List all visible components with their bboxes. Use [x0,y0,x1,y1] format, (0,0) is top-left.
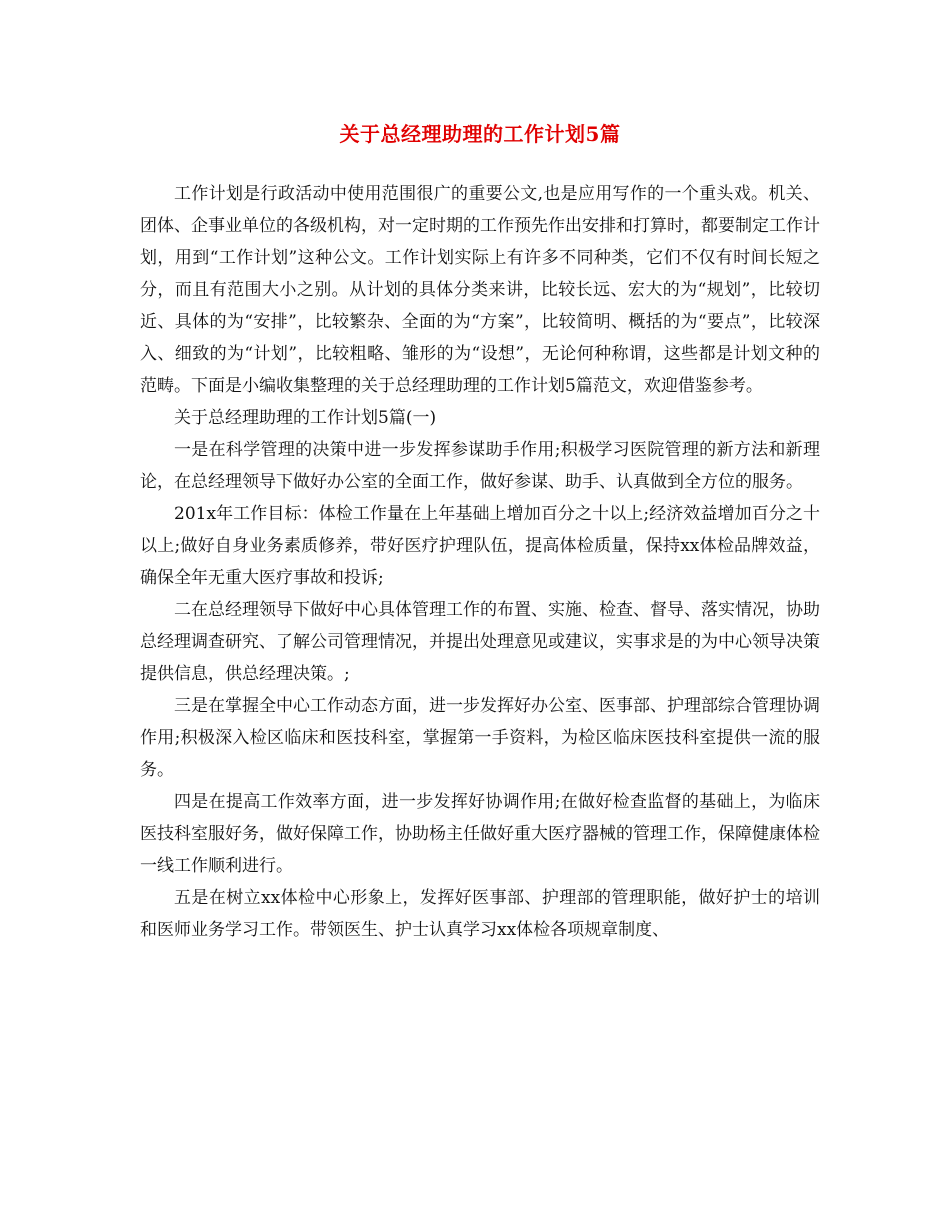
document-title: 关于总经理助理的工作计划5篇 [339,122,621,146]
intro-paragraph: 工作计划是行政活动中使用范围很广的重要公文,也是应用写作的一个重头戏。机关、团体、企事业单位的各级机构，对一定时期的工作预先作出安排和打算时，都要制定工作计划，用到“工作计划”这种公文。工作计划实际上有许多不同种类，它们不仅有时间长短之分，而且有范围大小之别。从计划的具体分类来讲，比较长远、宏大的为“规划”，比较切近、具体的为“安排”，比较繁杂、全面的为“方案”，比较简明、概括的为“要点”，比较深入、细致的为“计划”，比较粗略、雏形的为“设想”，无论何种称谓，这些都是计划文种的范畴。下面是小编收集整理的关于总经理助理的工作计划5篇范文，欢迎借鉴参考。 [140,184,820,396]
body-paragraph-1: 一是在科学管理的决策中进一步发挥参谋助手作用;积极学习医院管理的新方法和新理论，在总经理领导下做好办公室的全面工作，做好参谋、助手、认真做到全方位的服务。 [140,440,820,492]
body-paragraph-5: 四是在提高工作效率方面，进一步发挥好协调作用;在做好检查监督的基础上，为临床医技科室服好务，做好保障工作，协助杨主任做好重大医疗器械的管理工作，保障健康体检一线工作顺利进行。 [140,792,820,876]
document-body [140,178,820,946]
section-heading: 关于总经理助理的工作计划5篇(一) [174,408,437,428]
body-paragraph-3: 二在总经理领导下做好中心具体管理工作的布置、实施、检查、督导、落实情况，协助总经理调查研究、了解公司管理情况，并提出处理意见或建议，实事求是的为中心领导决策提供信息，供总经理决策。; [140,600,820,684]
body-paragraph-2: 201x年工作目标：体检工作量在上年基础上增加百分之十以上;经济效益增加百分之十以上;做好自身业务素质修养，带好医疗护理队伍，提高体检质量，保持xx体检品牌效益，确保全年无重大医疗事故和投诉; [140,504,820,588]
body-paragraph-4: 三是在掌握全中心工作动态方面，进一步发挥好办公室、医事部、护理部综合管理协调作用;积极深入检区临床和医技科室，掌握第一手资料，为检区临床医技科室提供一流的服务。 [140,696,820,780]
body-paragraph-6: 五是在树立xx体检中心形象上，发挥好医事部、护理部的管理职能，做好护士的培训和医师业务学习工作。带领医生、护士认真学习xx体检各项规章制度、 [140,888,820,940]
